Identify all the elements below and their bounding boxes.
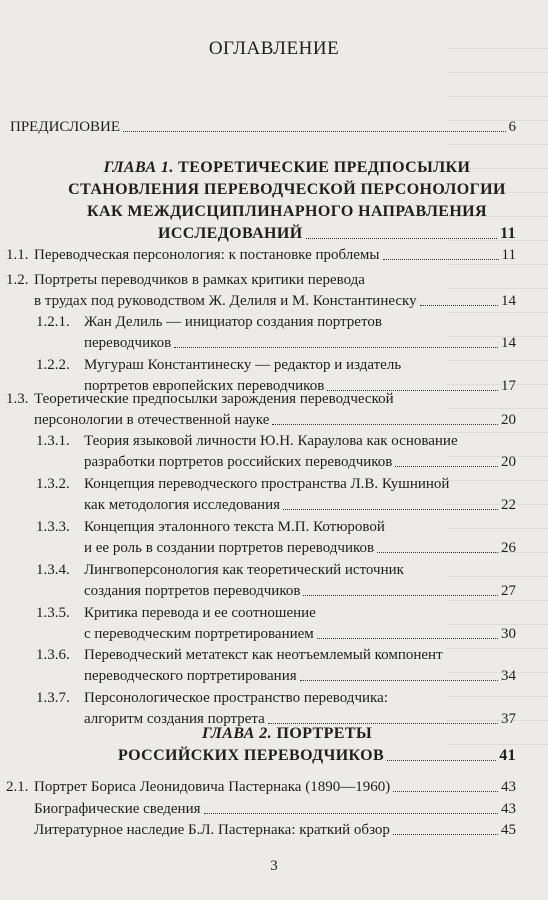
entry-page: 22 — [501, 497, 516, 513]
entry-text: Переводческая персонология: к постановке проблемы — [34, 247, 380, 263]
entry-text: как методология исследования — [84, 497, 280, 513]
chapter-title-line: КАК МЕЖДИСЦИПЛИНАРНОГО НАПРАВЛЕНИЯ — [87, 203, 487, 220]
toc-entry — [36, 517, 516, 559]
entry-text: персонологии в отечественной науке — [34, 412, 270, 428]
entry-page: 37 — [501, 711, 516, 727]
entry-text: алгоритм создания портрета — [84, 711, 265, 727]
entry-page: 43 — [501, 801, 516, 817]
toc-entry-preface — [10, 117, 516, 138]
toc-title: ОГЛАВЛЕНИЕ — [208, 38, 340, 59]
entry-page: 43 — [501, 779, 516, 795]
entry-page: 27 — [501, 583, 516, 599]
entry-number: 1.1. — [6, 247, 29, 263]
chapter-title-line: ИССЛЕДОВАНИЙ — [158, 225, 303, 242]
entry-number: 1.2. — [6, 272, 29, 288]
chapter-title-line: РОССИЙСКИХ ПЕРЕВОДЧИКОВ — [118, 747, 385, 764]
toc-entry — [6, 245, 516, 266]
leader-dots — [204, 799, 498, 814]
toc-entry — [36, 560, 516, 602]
entry-text: Концепция переводческого пространства Л.В. Кушниной — [84, 476, 450, 492]
entry-page: 11 — [500, 225, 516, 242]
toc-entry — [6, 777, 516, 798]
entry-number: 1.3. — [6, 391, 29, 407]
entry-text: Переводческий метатекст как неотъемлемый компонент — [84, 647, 443, 663]
entry-text: Мугураш Константинеску — редактор и издатель — [84, 357, 402, 373]
entry-text: ПРЕДИСЛОВИЕ — [10, 119, 121, 135]
entry-number: 1.2.1. — [36, 314, 70, 330]
chapter-heading-1 — [58, 157, 516, 245]
entry-page: 14 — [501, 293, 516, 309]
leader-dots — [268, 709, 498, 724]
entry-text: Персонологическое пространство переводчика: — [84, 690, 388, 706]
toc-entry — [6, 389, 516, 431]
entry-page: 20 — [501, 412, 516, 428]
entry-number: 1.3.2. — [36, 476, 70, 492]
toc-entry — [36, 431, 516, 473]
toc-entry — [36, 312, 516, 354]
leader-dots — [306, 223, 498, 239]
entry-page: 26 — [501, 540, 516, 556]
entry-page: 6 — [508, 119, 516, 135]
entry-text: Теоретические предпосылки зарождения переводческой — [34, 391, 394, 407]
leader-dots — [393, 777, 498, 792]
leader-dots — [395, 452, 498, 467]
entry-text: Жан Делиль — инициатор создания портретов — [84, 314, 382, 330]
entry-text: Портрет Бориса Леонидовича Пастернака (1890—1960) — [34, 779, 391, 795]
entry-text: и ее роль в создании портретов переводчиков — [84, 540, 375, 556]
entry-text: Портреты переводчиков в рамках критики перевода — [34, 272, 365, 288]
entry-number: 2.1. — [6, 779, 29, 795]
entry-text: переводческого портретирования — [84, 668, 297, 684]
entry-page: 30 — [501, 626, 516, 642]
entry-text: Теория языковой личности Ю.Н. Караулова как основание — [84, 433, 458, 449]
entry-number: 1.3.1. — [36, 433, 70, 449]
entry-number: 1.3.3. — [36, 519, 70, 535]
leader-dots — [174, 333, 498, 348]
entry-text: создания портретов переводчиков — [84, 583, 301, 599]
entry-text: Литературное наследие Б.Л. Пастернака: краткий обзор — [34, 822, 390, 838]
leader-dots — [317, 624, 498, 639]
chapter-title-line: СТАНОВЛЕНИЯ ПЕРЕВОДЧЕСКОЙ ПЕРСОНОЛОГИИ — [68, 181, 506, 198]
leader-dots — [272, 410, 498, 425]
entry-number: 1.3.5. — [36, 605, 70, 621]
leader-dots — [123, 117, 505, 132]
leader-dots — [283, 495, 498, 510]
entry-text: разработки портретов российских переводчиков — [84, 454, 393, 470]
leader-dots — [393, 820, 498, 835]
entry-page: 34 — [501, 668, 516, 684]
entry-page: 11 — [501, 247, 516, 263]
chapter-heading-2 — [58, 723, 516, 767]
entry-number: 1.3.6. — [36, 647, 70, 663]
entry-number: 1.3.7. — [36, 690, 70, 706]
chapter-label: ГЛАВА 2. — [201, 725, 273, 742]
entry-number: 1.3.4. — [36, 562, 70, 578]
leader-dots — [383, 245, 499, 260]
leader-dots — [387, 745, 496, 761]
entry-text: Биографические сведения — [34, 801, 201, 817]
leader-dots — [420, 291, 498, 306]
entry-page: 41 — [499, 747, 516, 764]
entry-text: переводчиков — [84, 335, 172, 351]
leader-dots — [377, 538, 498, 553]
chapter-title-line: ТЕОРЕТИЧЕСКИЕ ПРЕДПОСЫЛКИ — [178, 159, 471, 176]
entry-text: Критика перевода и ее соотношение — [84, 605, 316, 621]
entry-text: с переводческим портретированием — [84, 626, 314, 642]
page-number: 3 — [270, 858, 278, 874]
toc-entry — [36, 645, 516, 687]
entry-text: портретов европейских переводчиков — [84, 378, 325, 394]
entry-text: Концепция эталонного текста М.П. Котюровой — [84, 519, 385, 535]
chapter-label: ГЛАВА 1. — [103, 159, 174, 176]
entry-page: 14 — [501, 335, 516, 351]
entry-page: 45 — [501, 822, 516, 838]
leader-dots — [303, 581, 498, 596]
toc-entry — [36, 474, 516, 516]
entry-number: 1.2.2. — [36, 357, 70, 373]
chapter-title-line: ПОРТРЕТЫ — [276, 725, 373, 742]
toc-entry — [6, 270, 516, 312]
leader-dots — [300, 666, 498, 681]
toc-entry — [36, 603, 516, 645]
entry-page: 20 — [501, 454, 516, 470]
toc-entry — [34, 820, 516, 841]
toc-entry — [34, 799, 516, 820]
entry-text: в трудах под руководством Ж. Делиля и М. Константинеску — [34, 293, 417, 309]
entry-page: 17 — [501, 378, 516, 394]
entry-text: Лингвоперсонология как теоретический источник — [84, 562, 404, 578]
